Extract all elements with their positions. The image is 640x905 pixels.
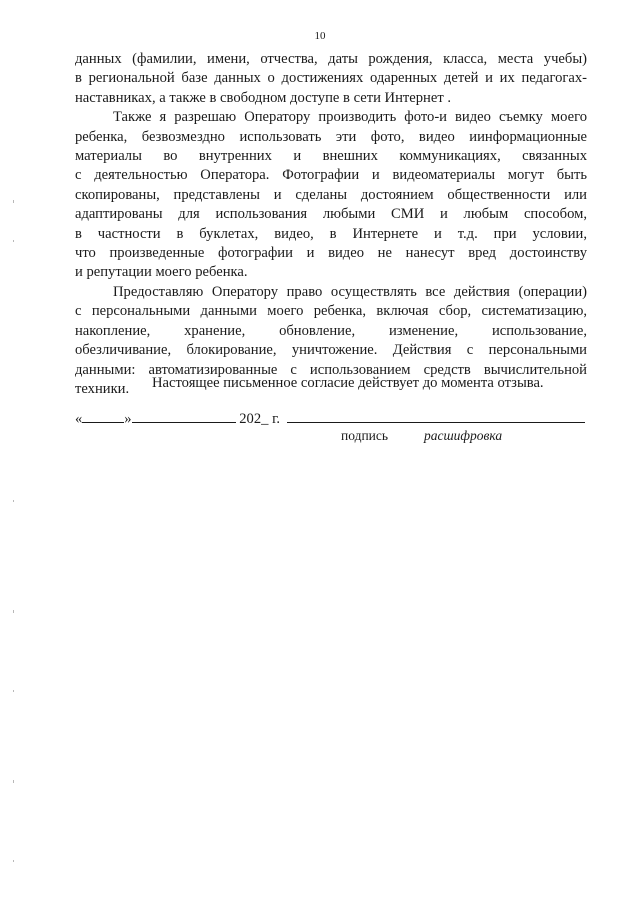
paragraph-data-processing [75, 50, 587, 108]
text-line: и репутации моего ребенка. [75, 264, 248, 281]
signature-row [75, 408, 587, 428]
text-line: с деятельностью Оператора. Фотографии и видеоматериалы могут быть [75, 167, 587, 184]
consent-statement: Настоящее письменное согласие действует до момента отзыва. [152, 375, 544, 391]
text-line: Также я разрешаю Оператору производить фото-и видео съемку моего [113, 109, 587, 126]
text-line: в региональной базе данных о достижениях одаренных детей и их педагогах- [75, 70, 587, 87]
text-line: в частности в буклетах, видео, в Интернете и т.д. при условии, [75, 225, 587, 242]
year-text: 202_ г. [239, 411, 281, 427]
signature-blank-line [287, 422, 585, 423]
text-line: данными: автоматизированные с использованием средств вычислительной [75, 361, 587, 378]
date-field [75, 408, 280, 428]
scan-artifact [13, 690, 14, 692]
paragraph-photo-video [75, 108, 587, 283]
text-line: техники. [75, 380, 130, 397]
month-blank [132, 408, 236, 423]
text-line: материалы во внутренних и внешних коммуникациях, связанных [75, 148, 587, 165]
signature-caption: подпись [341, 428, 389, 443]
day-blank [82, 408, 124, 423]
scan-artifact [13, 610, 14, 613]
decoding-caption: расшифровка [424, 428, 503, 443]
scan-artifact [13, 200, 14, 203]
text-line: данных (фамилии, имени, отчества, даты рождения, класса, места учебы) [75, 51, 587, 67]
document-body [75, 50, 587, 399]
text-line: наставниках, а также в свободном доступе в сети Интернет . [75, 89, 452, 106]
text-line: Предоставляю Оператору право осуществлять все действия (операции) [113, 283, 587, 300]
text-line: обезличивание, блокирование, уничтожение. Действия с персональными [75, 342, 587, 359]
scan-artifact [13, 500, 14, 502]
scan-artifact [13, 780, 14, 783]
text-line: скопированы, представлены и сделаны достоянием общественности или [75, 186, 587, 203]
close-quote: » [124, 411, 132, 427]
scan-artifact [13, 860, 14, 862]
text-line: с персональными данными моего ребенка, включая сбор, систематизацию, [75, 303, 587, 320]
scan-artifact [13, 240, 14, 242]
text-line: накопление, хранение, обновление, изменение, использование, [75, 322, 587, 339]
text-line: ребенка, безвозмездно использовать эти фото, видео иинформационные [75, 128, 587, 145]
open-quote: « [75, 411, 83, 427]
text-line: адаптированы для использования любыми СМИ и любым способом, [75, 206, 587, 223]
text-line: что произведенные фотографии и видео не нанесут вред достоинству [75, 245, 587, 262]
page-number: 10 [314, 30, 326, 42]
